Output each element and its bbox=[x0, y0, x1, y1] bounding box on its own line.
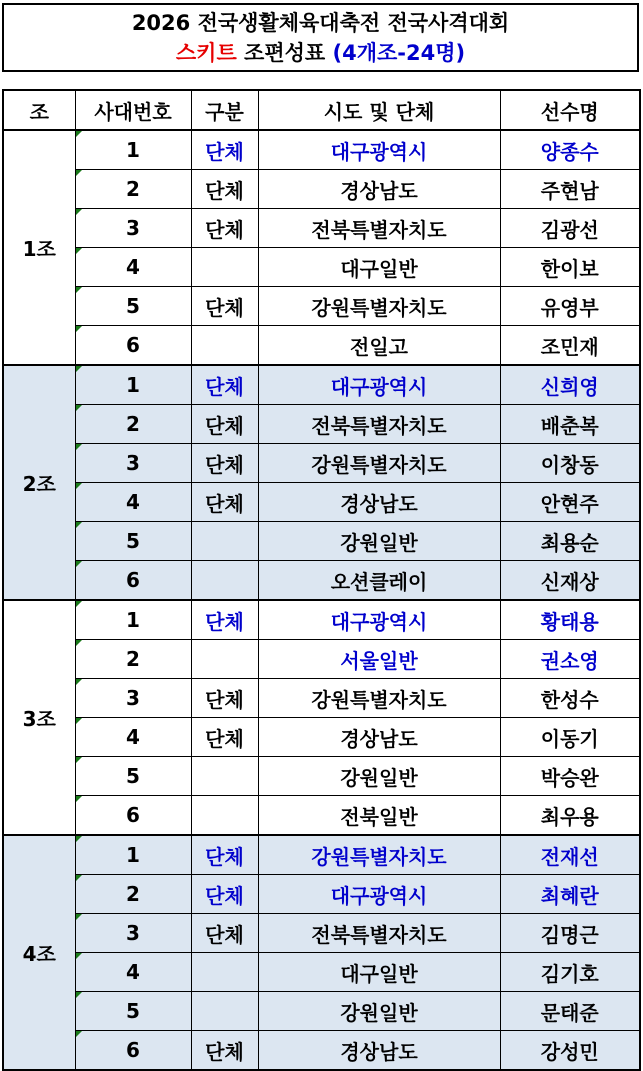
table-row bbox=[3, 130, 640, 170]
lane-number: 1 bbox=[126, 608, 140, 632]
org-cell: 전북특별자치도 bbox=[258, 209, 500, 248]
org-cell: 강원일반 bbox=[258, 522, 500, 561]
column-header-name: 선수명 bbox=[500, 90, 640, 130]
athlete-name-cell: 양종수 bbox=[500, 130, 640, 170]
type-cell bbox=[191, 248, 258, 287]
lane-number-cell bbox=[75, 953, 191, 992]
table-row bbox=[3, 600, 640, 640]
table-row bbox=[3, 444, 640, 483]
type-cell: 단체 bbox=[191, 718, 258, 757]
cell-marker-icon bbox=[76, 640, 82, 646]
athlete-name-cell: 안현주 bbox=[500, 483, 640, 522]
cell-marker-icon bbox=[76, 561, 82, 567]
table-row bbox=[3, 992, 640, 1031]
table-row bbox=[3, 640, 640, 679]
athlete-name-cell: 최용순 bbox=[500, 522, 640, 561]
column-header-group: 조 bbox=[3, 90, 75, 130]
athlete-name-cell: 신재상 bbox=[500, 561, 640, 601]
type-cell: 단체 bbox=[191, 875, 258, 914]
event-name: 스키트 bbox=[175, 41, 237, 65]
type-cell bbox=[191, 757, 258, 796]
org-cell: 경상남도 bbox=[258, 718, 500, 757]
athlete-name-cell: 황태용 bbox=[500, 600, 640, 640]
athlete-name-cell: 배춘복 bbox=[500, 405, 640, 444]
group-label: 4조 bbox=[3, 835, 75, 1070]
athlete-name-cell: 최혜란 bbox=[500, 875, 640, 914]
table-row bbox=[3, 209, 640, 248]
cell-marker-icon bbox=[76, 483, 82, 489]
type-cell bbox=[191, 796, 258, 836]
org-cell: 강원특별자치도 bbox=[258, 679, 500, 718]
org-cell: 서울일반 bbox=[258, 640, 500, 679]
group-block bbox=[3, 600, 640, 835]
lane-number: 3 bbox=[126, 451, 140, 475]
table-row bbox=[3, 796, 640, 836]
type-cell bbox=[191, 992, 258, 1031]
group-count: (4개조-24명) bbox=[332, 41, 466, 65]
athlete-name-cell: 문태준 bbox=[500, 992, 640, 1031]
lane-number-cell bbox=[75, 1031, 191, 1071]
cell-marker-icon bbox=[76, 679, 82, 685]
lane-number-cell bbox=[75, 405, 191, 444]
athlete-name-cell: 이창동 bbox=[500, 444, 640, 483]
cell-marker-icon bbox=[76, 757, 82, 763]
lane-number-cell bbox=[75, 679, 191, 718]
cell-marker-icon bbox=[76, 992, 82, 998]
table-row bbox=[3, 287, 640, 326]
org-cell: 대구광역시 bbox=[258, 875, 500, 914]
lane-number: 5 bbox=[126, 764, 140, 788]
group-block bbox=[3, 365, 640, 600]
lane-number-cell bbox=[75, 992, 191, 1031]
cell-marker-icon bbox=[76, 796, 82, 802]
org-cell: 전일고 bbox=[258, 326, 500, 366]
lane-number: 6 bbox=[126, 803, 140, 827]
lane-number-cell bbox=[75, 130, 191, 170]
cell-marker-icon bbox=[76, 914, 82, 920]
cell-marker-icon bbox=[76, 209, 82, 215]
lane-number: 3 bbox=[126, 921, 140, 945]
type-cell: 단체 bbox=[191, 483, 258, 522]
athlete-name-cell: 최우용 bbox=[500, 796, 640, 836]
table-row bbox=[3, 953, 640, 992]
column-header-lane: 사대번호 bbox=[75, 90, 191, 130]
lane-number: 2 bbox=[126, 882, 140, 906]
lane-number-cell bbox=[75, 757, 191, 796]
lane-number-cell bbox=[75, 326, 191, 366]
type-cell: 단체 bbox=[191, 1031, 258, 1071]
athlete-name-cell: 조민재 bbox=[500, 326, 640, 366]
lane-number-cell bbox=[75, 209, 191, 248]
document-subtitle bbox=[4, 38, 637, 68]
cell-marker-icon bbox=[76, 875, 82, 881]
org-cell: 전북특별자치도 bbox=[258, 914, 500, 953]
cell-marker-icon bbox=[76, 366, 82, 372]
table-row bbox=[3, 757, 640, 796]
cell-marker-icon bbox=[76, 326, 82, 332]
group-block bbox=[3, 130, 640, 365]
cell-marker-icon bbox=[76, 170, 82, 176]
org-cell: 경상남도 bbox=[258, 1031, 500, 1071]
group-label: 1조 bbox=[3, 130, 75, 365]
athlete-name-cell: 주현남 bbox=[500, 170, 640, 209]
lane-number: 5 bbox=[126, 529, 140, 553]
group-label: 2조 bbox=[3, 365, 75, 600]
column-header-org: 시도 및 단체 bbox=[258, 90, 500, 130]
athlete-name-cell: 유영부 bbox=[500, 287, 640, 326]
type-cell: 단체 bbox=[191, 600, 258, 640]
org-cell: 경상남도 bbox=[258, 483, 500, 522]
cell-marker-icon bbox=[76, 718, 82, 724]
lane-number-cell bbox=[75, 796, 191, 836]
cell-marker-icon bbox=[76, 601, 82, 607]
org-cell: 강원일반 bbox=[258, 757, 500, 796]
org-cell: 대구일반 bbox=[258, 248, 500, 287]
table-row bbox=[3, 914, 640, 953]
lane-number-cell bbox=[75, 640, 191, 679]
cell-marker-icon bbox=[76, 248, 82, 254]
org-cell: 오션클레이 bbox=[258, 561, 500, 601]
org-cell: 대구광역시 bbox=[258, 600, 500, 640]
lane-number-cell bbox=[75, 444, 191, 483]
lane-number: 6 bbox=[126, 1038, 140, 1062]
lane-number: 1 bbox=[126, 138, 140, 162]
lane-number: 6 bbox=[126, 333, 140, 357]
org-cell: 강원일반 bbox=[258, 992, 500, 1031]
lane-number-cell bbox=[75, 561, 191, 601]
lane-number-cell bbox=[75, 483, 191, 522]
cell-marker-icon bbox=[76, 131, 82, 137]
type-cell: 단체 bbox=[191, 914, 258, 953]
cell-marker-icon bbox=[76, 1031, 82, 1037]
type-cell: 단체 bbox=[191, 287, 258, 326]
org-cell: 강원특별자치도 bbox=[258, 444, 500, 483]
athlete-name-cell: 전재선 bbox=[500, 835, 640, 875]
lane-number: 2 bbox=[126, 412, 140, 436]
lane-number-cell bbox=[75, 170, 191, 209]
type-cell: 단체 bbox=[191, 405, 258, 444]
type-cell: 단체 bbox=[191, 365, 258, 405]
table-row bbox=[3, 326, 640, 366]
org-cell: 대구광역시 bbox=[258, 365, 500, 405]
table-row bbox=[3, 561, 640, 601]
table-row bbox=[3, 835, 640, 875]
athlete-name-cell: 신희영 bbox=[500, 365, 640, 405]
lane-number: 3 bbox=[126, 686, 140, 710]
document-title: 2026 전국생활체육대축전 전국사격대회 bbox=[131, 11, 510, 35]
org-cell: 전북일반 bbox=[258, 796, 500, 836]
table-row bbox=[3, 718, 640, 757]
lane-number-cell bbox=[75, 914, 191, 953]
type-cell bbox=[191, 326, 258, 366]
lane-number-cell bbox=[75, 365, 191, 405]
group-label: 3조 bbox=[3, 600, 75, 835]
type-cell bbox=[191, 953, 258, 992]
lane-number: 4 bbox=[126, 490, 140, 514]
athlete-name-cell: 김명근 bbox=[500, 914, 640, 953]
type-cell: 단체 bbox=[191, 170, 258, 209]
lane-number: 6 bbox=[126, 568, 140, 592]
org-cell: 대구광역시 bbox=[258, 130, 500, 170]
squad-table bbox=[2, 89, 641, 1071]
org-cell: 경상남도 bbox=[258, 170, 500, 209]
table-row bbox=[3, 170, 640, 209]
athlete-name-cell: 한성수 bbox=[500, 679, 640, 718]
lane-number: 2 bbox=[126, 177, 140, 201]
cell-marker-icon bbox=[76, 444, 82, 450]
org-cell: 대구일반 bbox=[258, 953, 500, 992]
cell-marker-icon bbox=[76, 405, 82, 411]
table-row bbox=[3, 405, 640, 444]
title-box bbox=[2, 3, 639, 72]
table-row bbox=[3, 483, 640, 522]
athlete-name-cell: 박승완 bbox=[500, 757, 640, 796]
lane-number-cell bbox=[75, 718, 191, 757]
table-row bbox=[3, 1031, 640, 1071]
lane-number: 1 bbox=[126, 843, 140, 867]
cell-marker-icon bbox=[76, 836, 82, 842]
athlete-name-cell: 이동기 bbox=[500, 718, 640, 757]
athlete-name-cell: 권소영 bbox=[500, 640, 640, 679]
table-row bbox=[3, 679, 640, 718]
table-row bbox=[3, 248, 640, 287]
type-cell: 단체 bbox=[191, 444, 258, 483]
lane-number-cell bbox=[75, 287, 191, 326]
athlete-name-cell: 강성민 bbox=[500, 1031, 640, 1071]
athlete-name-cell: 김광선 bbox=[500, 209, 640, 248]
athlete-name-cell: 김기호 bbox=[500, 953, 640, 992]
group-block bbox=[3, 835, 640, 1070]
type-cell: 단체 bbox=[191, 209, 258, 248]
type-cell: 단체 bbox=[191, 679, 258, 718]
header-row bbox=[3, 90, 640, 130]
lane-number: 1 bbox=[126, 373, 140, 397]
type-cell bbox=[191, 522, 258, 561]
lane-number: 2 bbox=[126, 647, 140, 671]
org-cell: 강원특별자치도 bbox=[258, 835, 500, 875]
lane-number: 5 bbox=[126, 999, 140, 1023]
column-header-type: 구분 bbox=[191, 90, 258, 130]
type-cell: 단체 bbox=[191, 130, 258, 170]
lane-number: 4 bbox=[126, 960, 140, 984]
athlete-name-cell: 한이보 bbox=[500, 248, 640, 287]
cell-marker-icon bbox=[76, 953, 82, 959]
subtitle-text: 조편성표 bbox=[244, 41, 326, 65]
lane-number: 3 bbox=[126, 216, 140, 240]
table-row bbox=[3, 875, 640, 914]
lane-number-cell bbox=[75, 522, 191, 561]
lane-number-cell bbox=[75, 835, 191, 875]
type-cell bbox=[191, 561, 258, 601]
table-row bbox=[3, 522, 640, 561]
lane-number-cell bbox=[75, 248, 191, 287]
table-row bbox=[3, 365, 640, 405]
cell-marker-icon bbox=[76, 287, 82, 293]
lane-number-cell bbox=[75, 875, 191, 914]
lane-number-cell bbox=[75, 600, 191, 640]
lane-number: 5 bbox=[126, 294, 140, 318]
lane-number: 4 bbox=[126, 725, 140, 749]
lane-number: 4 bbox=[126, 255, 140, 279]
org-cell: 강원특별자치도 bbox=[258, 287, 500, 326]
cell-marker-icon bbox=[76, 522, 82, 528]
type-cell: 단체 bbox=[191, 835, 258, 875]
org-cell: 전북특별자치도 bbox=[258, 405, 500, 444]
type-cell bbox=[191, 640, 258, 679]
